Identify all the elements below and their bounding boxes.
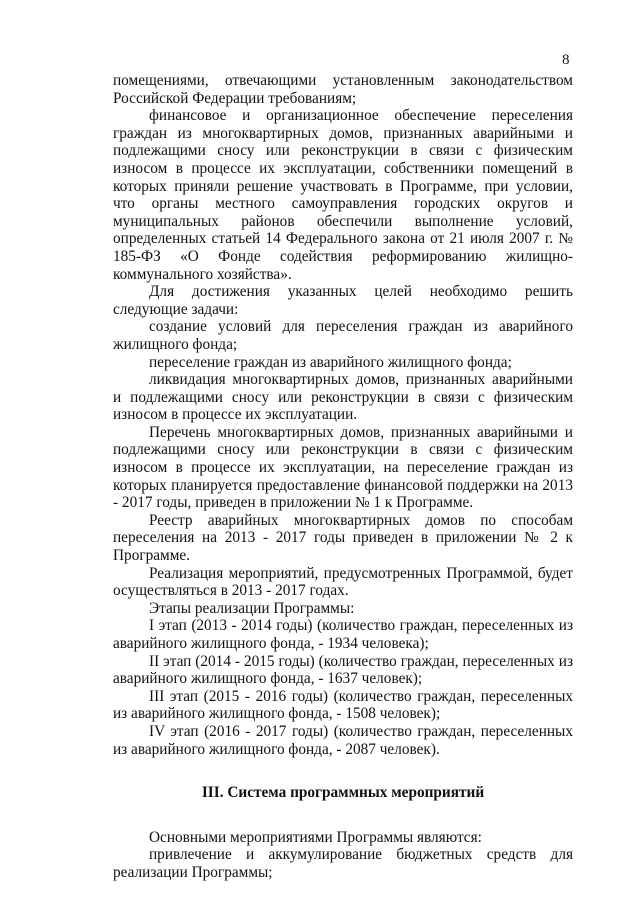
paragraph: привлечение и аккумулирование бюджетных средств для реализации Программы; <box>113 846 573 881</box>
paragraphs-before-heading <box>113 72 573 758</box>
paragraph: Реализация мероприятий, предусмотренных Программой, будет осуществляться в 2013 - 2017 годах. <box>113 564 573 600</box>
paragraph: создание условий для переселения граждан из аварийного жилищного фонда; <box>113 318 573 353</box>
document-body <box>113 72 573 882</box>
paragraph: Этапы реализации Программы: <box>149 599 355 617</box>
paragraph: IV этап (2016 - 2017 годы) (количество граждан, переселенных из аварийного жилищного фонда, - 2087 человек). <box>113 722 573 758</box>
paragraph: II этап (2014 - 2015 годы) (количество граждан, переселенных из аварийного жилищного фонда, - 1637 человек); <box>113 652 573 688</box>
paragraph: I этап (2013 - 2014 годы) (количество граждан, переселенных из аварийного жилищного фонда, - 1934 человека); <box>113 617 573 652</box>
paragraph: Реестр аварийных многоквартирных домов по способам переселения на 2013 - 2017 годы приведен в приложении № 2 к Программе. <box>113 511 573 565</box>
paragraph: ликвидация многоквартирных домов, признанных аварийными и подлежащими сносу или реконструкции в связи с физическим износом в процессе их эксплуатации. <box>113 371 573 424</box>
paragraph: переселение граждан из аварийного жилищного фонда; <box>149 353 512 371</box>
paragraph: III этап (2015 - 2016 годы) (количество граждан, переселенных из аварийного жилищного фонда, - 1508 человек); <box>113 687 573 723</box>
section-heading: III. Система программных мероприятий <box>201 784 485 802</box>
paragraph: помещениями, отвечающими установленным законодательством Российской Федерации требованиям; <box>113 72 573 107</box>
paragraph: Перечень многоквартирных домов, признанных аварийными и подлежащими сносу или реконструкции в связи с физическим износом в процессе их эксплуатации, на переселение граждан из которых планируется предоставление финансовой поддержки на 2013 - 2017 годы, приведен в приложении № 1 к Программе. <box>113 423 573 512</box>
paragraph: Основными мероприятиями Программы являются: <box>149 828 482 846</box>
page-number: 8 <box>562 52 570 68</box>
paragraphs-after-heading <box>113 829 573 882</box>
paragraph: финансовое и организационное обеспечение переселения граждан из многоквартирных домов, признанных аварийными и подлежащими сносу или реконструкции в связи с физическим износом в процессе их эксплуатации, собственники помещений в которых приняли решение участвовать в Программе, при условии, что органы местного самоуправления городских округов и муниципальных районов обеспечили выполнение условий, определенных статьей 14 Федерального закона от 21 июля 2007 г. № 185-ФЗ «О Фонде содействия реформированию жилищно-коммунального хозяйства». <box>113 107 573 283</box>
paragraph: Для достижения указанных целей необходимо решить следующие задачи: <box>113 283 573 318</box>
